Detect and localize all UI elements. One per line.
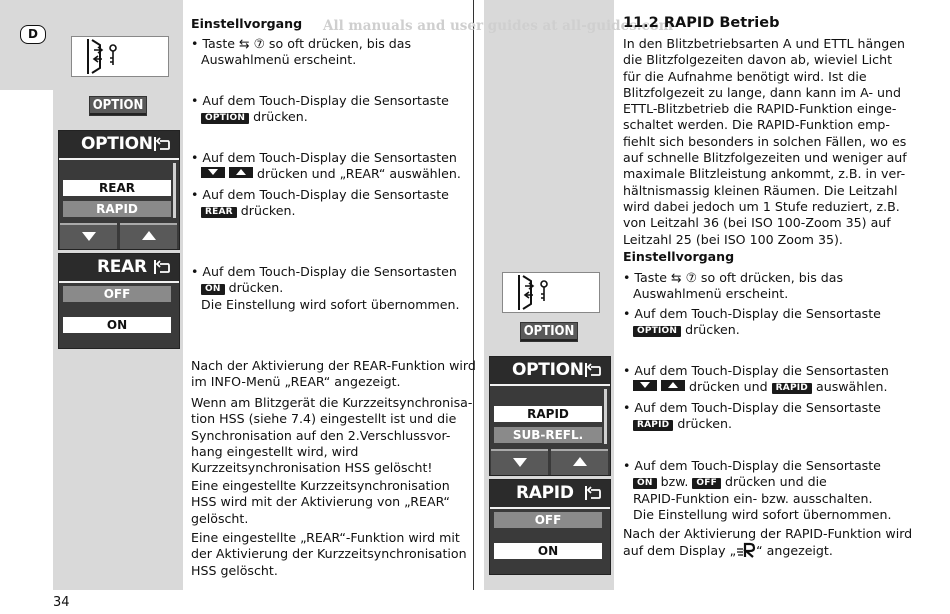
left-step5-a: • Auf dem Touch-Display die Sensortasten [191, 264, 457, 279]
right-step3-a: • Auf dem Touch-Display die Sensortasten [623, 363, 889, 378]
left-paragraph-4 [191, 530, 467, 579]
left-step4-b: drücken. [240, 203, 296, 219]
right-step4 [623, 400, 881, 433]
rapid-menu-screen [489, 479, 611, 575]
right-step1-a: • Taste [623, 270, 668, 285]
menu-item-on[interactable]: ON [63, 317, 171, 333]
text-line: Eine eingestellte „REAR“-Funktion wird mit [191, 530, 460, 545]
right-step5-b: bzw. [660, 474, 689, 490]
intro-line: In den Blitzbetriebsarten A und ETTL hängen [623, 36, 905, 51]
text-line: der Aktivierung der Kurzzeitsynchronisation [191, 546, 467, 562]
text-line: Nach der Aktivierung der REAR-Funktion wird [191, 358, 476, 373]
screen-title: REAR [97, 257, 147, 277]
text-line: tion HSS (siehe 7.4) eingestellt ist und die [191, 411, 457, 427]
right-step1-b: so oft drücken, bis das [700, 270, 844, 285]
back-arrow-icon[interactable] [153, 258, 171, 276]
intro-line: schaltet werden. Die RAPID-Funktion emp- [623, 117, 890, 133]
right-step5-c: drücken und die [724, 474, 827, 490]
left-paragraph-3 [191, 478, 450, 527]
rapid-key-label: RAPID [772, 383, 812, 394]
rapid-symbol-icon [736, 542, 756, 558]
text-line: hang eingestellt wird, wird [191, 443, 359, 459]
right-step1-c: Auswahlmenü erscheint. [633, 286, 789, 302]
left-step1 [191, 36, 411, 69]
up-key-icon [661, 380, 685, 391]
right-final-paragraph [623, 526, 912, 560]
flash-switch-image [71, 36, 169, 77]
nav-up-button[interactable] [551, 449, 608, 475]
language-tab-label: D [28, 27, 38, 41]
left-step1-a: • Taste [191, 36, 236, 51]
rear-menu-screen [58, 253, 180, 349]
on-key-label: ON [633, 478, 657, 489]
flash-switch-image [502, 272, 600, 313]
option-menu-screen [58, 130, 180, 250]
text-line: “ angezeigt. [756, 543, 833, 559]
left-step3-a: • Auf dem Touch-Display die Sensortasten [191, 150, 457, 165]
mode-key-icon: ⇆ [671, 270, 682, 285]
left-step2-a: • Auf dem Touch-Display die Sensortaste [191, 93, 449, 108]
left-step5-c: Die Einstellung wird sofort übernommen. [201, 296, 460, 312]
left-paragraph-2 [191, 395, 472, 476]
intro-line: maximale Blitzleistung ankommt, z.B. in ver- [623, 166, 906, 182]
left-margin-band [0, 0, 53, 90]
menu-item-off[interactable]: OFF [63, 286, 171, 302]
text-line: im INFO-Menü „REAR“ angezeigt. [191, 374, 401, 390]
menu-item-sub-refl[interactable]: SUB-REFL. [494, 427, 602, 443]
intro-line: hältnismassig kleinen Räumen. Die Leitzahl [623, 182, 898, 198]
text-line: gelöscht. [191, 510, 249, 526]
right-step5-d: RAPID-Funktion ein- bzw. ausschalten. [633, 490, 873, 506]
back-arrow-icon[interactable] [153, 135, 171, 153]
flash-switch-icon [72, 37, 168, 76]
intro-line: Blitzfolgezeit zu lange, dann kann im A- und [623, 84, 901, 100]
up-key-icon [229, 167, 253, 178]
text-line: HSS wird mit der Aktivierung von „REAR“ [191, 494, 450, 510]
right-step2-b: drücken. [685, 322, 740, 338]
watermark: All manuals and user guides at all-guides.com [323, 18, 674, 34]
right-intro [623, 36, 907, 248]
menu-item-rapid[interactable]: RAPID [494, 406, 602, 422]
left-step-heading: Einstellvorgang [191, 16, 303, 31]
left-step2 [191, 93, 449, 126]
menu-item-on[interactable]: ON [494, 543, 602, 559]
menu-item-rear[interactable]: REAR [63, 180, 171, 196]
screen-header [490, 480, 610, 509]
right-step2 [623, 306, 881, 339]
right-step5-a: • Auf dem Touch-Display die Sensortaste [623, 458, 881, 473]
right-step4-b: drücken. [677, 416, 732, 432]
intro-line: von Leitzahl 36 (bei ISO 100-Zoom 35) auf [623, 215, 891, 231]
mode-key-icon: ⇆ [239, 36, 250, 51]
menu-item-rapid[interactable]: RAPID [63, 201, 171, 217]
screen-title: RAPID [516, 483, 574, 503]
nav-down-button[interactable] [60, 223, 117, 249]
screen-title: OPTION [81, 134, 153, 154]
language-tab [20, 25, 46, 44]
option-key-label: OPTION [633, 326, 681, 337]
screen-title: OPTION [512, 360, 584, 380]
text-line: Nach der Aktivierung der RAPID-Funktion wird [623, 526, 913, 541]
rear-key-label: REAR [201, 207, 237, 218]
left-step4-a: • Auf dem Touch-Display die Sensortaste [191, 187, 449, 202]
left-step2-b: drücken. [253, 109, 308, 125]
right-step5 [623, 458, 892, 523]
text-line: HSS gelöscht. [191, 562, 278, 578]
option-menu-screen [489, 356, 611, 476]
left-paragraph-1 [191, 358, 476, 391]
off-key-label: OFF [692, 478, 721, 489]
menu-item-off[interactable]: OFF [494, 512, 602, 528]
right-step3-b: drücken und [689, 379, 768, 395]
on-key-label: ON [201, 284, 225, 295]
rapid-key-label: RAPID [633, 420, 673, 431]
screen-header [490, 357, 610, 386]
left-step5-b: drücken. [228, 280, 284, 296]
left-step1-b: so oft drücken, bis das [268, 36, 412, 51]
down-key-icon [633, 380, 657, 391]
column-divider [473, 0, 474, 590]
intro-line: für die Aufnahme benötigt wird. Ist die [623, 68, 867, 84]
left-step5 [191, 264, 460, 313]
option-key-label: OPTION [201, 113, 249, 124]
left-step3 [191, 150, 461, 183]
down-key-icon [201, 167, 225, 178]
intro-line: ETTL-Blitzbetrieb die RAPID-Funktion einge- [623, 101, 897, 117]
text-line: Kurzzeitsynchronisation HSS gelöscht! [191, 460, 433, 476]
right-step4-a: • Auf dem Touch-Display die Sensortaste [623, 400, 881, 415]
circled-seven-icon: ⑦ [253, 36, 265, 51]
right-step-heading: Einstellvorgang [623, 249, 735, 264]
right-step3 [623, 363, 889, 396]
left-step4 [191, 187, 449, 220]
text-line: Synchronisation auf den 2.Verschlussvor- [191, 427, 451, 443]
circled-seven-icon: ⑦ [685, 270, 697, 285]
option-hardware-button[interactable]: OPTION [89, 96, 147, 116]
page-number: 34 [53, 595, 70, 610]
right-step2-a: • Auf dem Touch-Display die Sensortaste [623, 306, 881, 321]
section-title: 11.2 RAPID Betrieb [623, 15, 780, 31]
text-line: Eine eingestellte Kurzzeitsynchronisation [191, 478, 450, 493]
flash-switch-icon [503, 273, 599, 312]
scrollbar[interactable] [604, 389, 607, 444]
screen-header [59, 254, 179, 283]
back-arrow-icon[interactable] [584, 361, 602, 379]
text-line: Wenn am Blitzgerät die Kurzzeitsynchronisa- [191, 395, 473, 410]
option-hardware-button[interactable]: OPTION [520, 322, 578, 342]
right-step3-c: auswählen. [816, 379, 888, 395]
intro-line: Leitzahl 25 (bei ISO 100 Zoom 35). [623, 231, 843, 247]
intro-line: fiehlt sich besonders in solchen Fällen, wo es [623, 133, 907, 149]
nav-up-button[interactable] [120, 223, 177, 249]
back-arrow-icon[interactable] [584, 484, 602, 502]
right-step5-e: Die Einstellung wird sofort übernommen. [633, 506, 892, 522]
screen-header [59, 131, 179, 160]
intro-line: die Blitzfolgezeiten davon ab, wieviel Licht [623, 52, 893, 68]
text-line: auf dem Display „ [623, 543, 737, 559]
scrollbar[interactable] [173, 163, 176, 218]
intro-line: wird dabei jedoch um 1 Stufe reduziert, z.B. [623, 198, 900, 214]
nav-down-button[interactable] [491, 449, 548, 475]
intro-line: auf schnelle Blitzfolgezeiten und weniger auf [623, 150, 907, 166]
left-step3-b: drücken und „REAR“ auswählen. [257, 166, 461, 182]
left-step1-c: Auswahlmenü erscheint. [201, 52, 357, 68]
right-step1 [623, 270, 843, 303]
